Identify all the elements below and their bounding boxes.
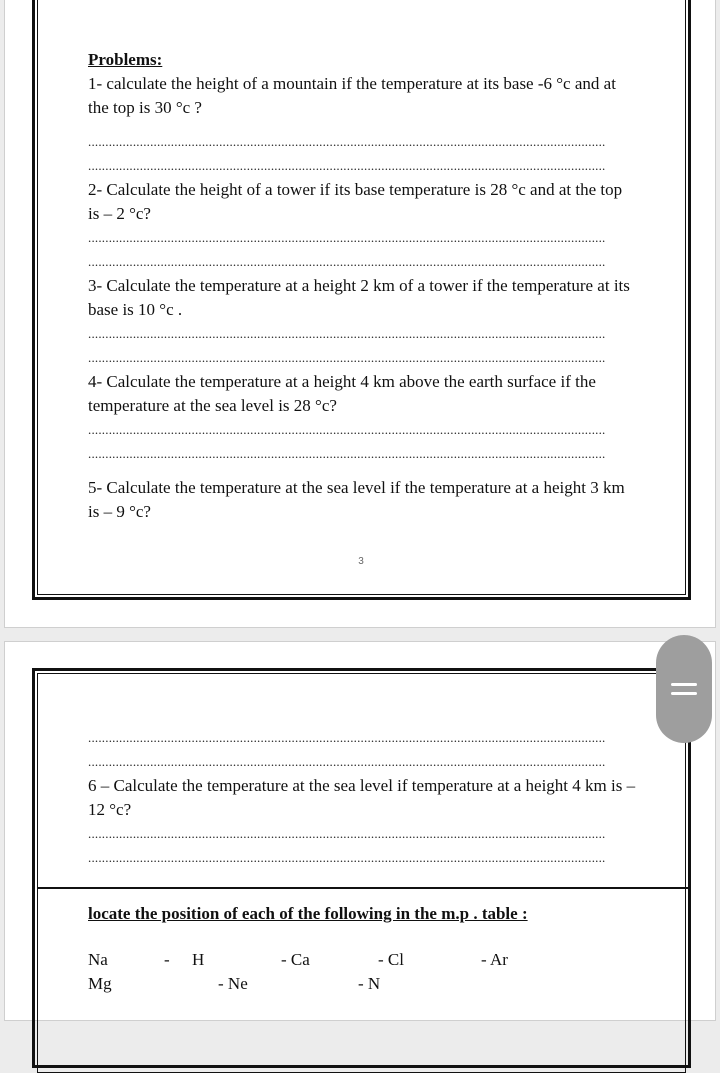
question-6: 6 – Calculate the temperature at the sea level if temperature at a height 4 km is – 12 °c?: [88, 776, 636, 819]
element-na: Na: [88, 950, 108, 969]
problems-heading: Problems:: [88, 50, 163, 69]
element-cl: - Cl: [378, 950, 404, 969]
element-h: H: [192, 950, 205, 969]
document-page-4: [4, 641, 716, 1021]
grip-line-icon: [671, 692, 697, 695]
page-scroll-handle[interactable]: [656, 635, 712, 743]
element-mg: Mg: [88, 974, 112, 993]
element-ca: - Ca: [281, 950, 310, 969]
document-page-3: [4, 0, 716, 628]
question-4: 4- Calculate the temperature at a height 4 km above the earth surface if the temperature at the sea level is 28 °c?: [88, 372, 596, 415]
answer-line: ......................................................................................................................................................: [88, 730, 606, 745]
answer-line: ......................................................................................................................................................: [88, 326, 606, 341]
section-divider: [38, 887, 688, 889]
answer-line: ......................................................................................................................................................: [88, 422, 606, 437]
answer-line: ......................................................................................................................................................: [88, 446, 606, 461]
question-5: 5- Calculate the temperature at the sea level if the temperature at a height 3 km is – 9 °c?: [88, 478, 625, 521]
problems-section: [88, 48, 636, 524]
answer-line: ......................................................................................................................................................: [88, 158, 606, 173]
answer-line: ......................................................................................................................................................: [88, 230, 606, 245]
element-ne: - Ne: [218, 974, 248, 993]
question-2: 2- Calculate the height of a tower if its base temperature is 28 °c and at the top is – 2 °c?: [88, 180, 623, 223]
answer-line: ......................................................................................................................................................: [88, 826, 606, 841]
question-1: 1- calculate the height of a mountain if the temperature at its base -6 °c and at the top is 30 °c ?: [88, 74, 616, 117]
page-number: 3: [358, 556, 364, 567]
answer-line: ......................................................................................................................................................: [88, 754, 606, 769]
element-n: - N: [358, 974, 381, 993]
grip-line-icon: [671, 683, 697, 686]
question-3: 3- Calculate the temperature at a height 2 km of a tower if the temperature at its base is 10 °c .: [88, 276, 630, 319]
answer-line: ......................................................................................................................................................: [88, 350, 606, 365]
answer-line: ......................................................................................................................................................: [88, 850, 606, 865]
element-ar: - Ar: [481, 950, 508, 969]
answer-line: ......................................................................................................................................................: [88, 254, 606, 269]
question-6-section: [88, 726, 636, 870]
answer-line: ......................................................................................................................................................: [88, 134, 606, 149]
table-heading: locate the position of each of the following in the m.p . table :: [88, 904, 528, 923]
element-dash: -: [164, 950, 170, 969]
table-heading-section: [88, 902, 636, 926]
